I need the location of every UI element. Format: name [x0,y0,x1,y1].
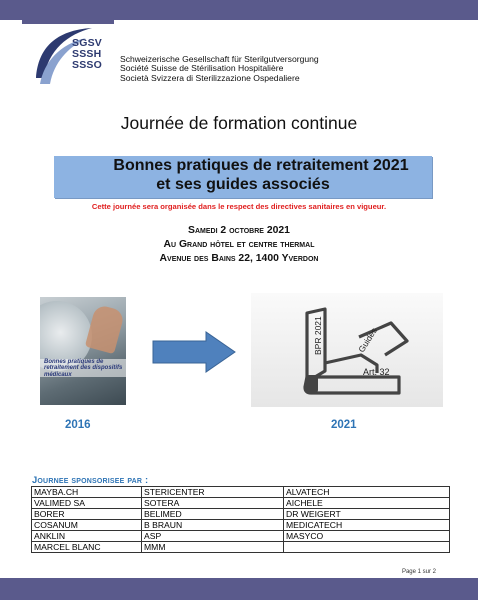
sponsor-cell: BORER [32,509,142,520]
year-label-right: 2021 [331,419,357,431]
table-row [32,509,450,520]
guide-folder-icon [251,293,443,407]
sponsor-cell [284,542,450,553]
table-row [32,542,450,553]
bottom-band [0,578,478,600]
sponsor-heading: Journee sponsorisee par : [32,474,149,485]
sponsor-table [31,486,450,553]
event-address: Avenue des Bains 22, 1400 Yverdon [159,253,319,264]
logo-line: SSSO [72,59,102,71]
book-cover-2016 [40,297,126,405]
guide-label-bpr: BPR 2021 [313,316,323,355]
sgsv-logo [34,24,116,88]
sponsor-cell: AICHELE [284,498,450,509]
sponsor-cell: SOTERA [142,498,284,509]
sponsor-cell: MARCEL BLANC [32,542,142,553]
event-venue: Au Grand hôtel et centre thermal [163,239,315,250]
table-row [32,531,450,542]
sponsor-cell: MAYBA.CH [32,487,142,498]
page-number: Page 1 sur 2 [401,569,436,575]
org-name-it: Società Svizzera di Sterilizzazione Ospedaliere [120,72,300,83]
book-cover-text: Bonnes pratiques de retraitement des dispositifs médicaux [44,359,123,378]
organization-names [120,55,319,83]
event-date: Samedi 2 octobre 2021 [188,225,290,236]
logo-line: SSSH [72,48,102,60]
arrow-right-icon [152,331,236,378]
table-row [32,487,450,498]
title-line-1: Bonnes pratiques de retraitement 2021 [113,157,409,174]
sanitary-notice: Cette journée sera organisée dans le respect des directives sanitaires en vigueur. [91,202,387,211]
logo-text [72,38,102,71]
table-row [32,498,450,509]
sponsor-cell: STERICENTER [142,487,284,498]
guide-label-guides: Guides [356,325,379,355]
sponsor-cell: ASP [142,531,284,542]
guides-illustration [251,293,443,407]
sponsor-cell: MASYCO [284,531,450,542]
sponsor-cell: VALIMED SA [32,498,142,509]
year-label-left: 2016 [65,419,91,431]
logo-line: SGSV [72,37,102,49]
sponsor-cell: MEDICATECH [284,520,450,531]
sponsor-cell: BELIMED [142,509,284,520]
sponsor-cell: ALVATECH [284,487,450,498]
org-name-fr: Société Suisse de Stérilisation Hospitalière [120,63,284,74]
title-line-2: et ses guides associés [156,176,330,193]
sponsor-cell: MMM [142,542,284,553]
top-tab [22,0,114,24]
subtitle: Journée de formation continue [120,113,358,133]
event-info [0,224,478,266]
sponsor-cell: DR WEIGERT [284,509,450,520]
title-box [54,156,432,198]
sponsor-cell: B BRAUN [142,520,284,531]
guide-label-art: Art. 32 [363,367,390,377]
sponsor-cell: COSANUM [32,520,142,531]
cover-hand [85,304,125,354]
sponsor-table-body [32,487,450,553]
org-name-de: Schweizerische Gesellschaft für Sterilgutversorgung [120,54,319,64]
sponsor-cell: ANKLIN [32,531,142,542]
table-row [32,520,450,531]
